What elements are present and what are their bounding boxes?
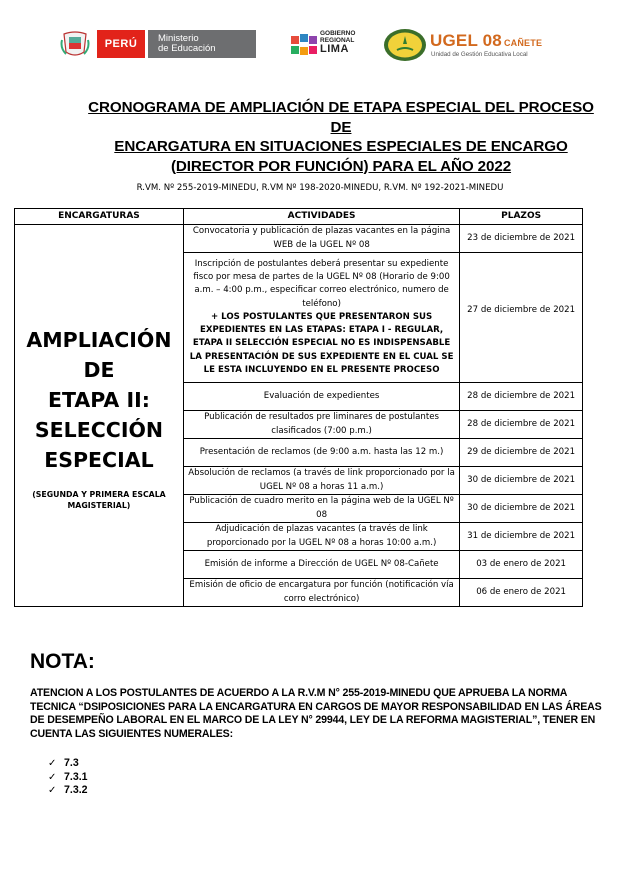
header-encargaturas: ENCARGATURAS <box>15 209 184 225</box>
checkmark-icon: ✓ <box>48 771 57 783</box>
document-title: CRONOGRAMA DE AMPLIACIÓN DE ETAPA ESPECIAL DEL PROCESO DE ENCARGATURA EN SITUACIONES ESPECIALES DE ENCARGO (DIRECTOR POR FUNCIÓN) PARA EL AÑO 2022 <box>88 99 594 175</box>
peru-coat-of-arms-icon <box>60 30 90 58</box>
table-row <box>15 225 583 253</box>
list-item: ✓ 7.3.1 <box>48 770 88 783</box>
activity-cell: Emisión de oficio de encargatura por función (notificación vía corro electrónico) <box>183 579 459 607</box>
activity-cell: Convocatoria y publicación de plazas vacantes en la página WEB de la UGEL Nº 08 <box>183 225 459 253</box>
numerales-list <box>48 757 88 798</box>
deadline-cell: 31 de diciembre de 2021 <box>460 523 583 551</box>
ugel-logo-subtitle: Unidad de Gestión Educativa Local <box>431 51 528 58</box>
activity-cell: Adjudicación de plazas vacantes (a través de link proporcionado por la UGEL Nº 08 a horas 10:00 a.m.) <box>183 523 459 551</box>
checkmark-icon: ✓ <box>48 758 57 769</box>
ugel-seal-icon <box>383 28 427 62</box>
logo-strip <box>58 24 568 68</box>
nota-heading: NOTA: <box>30 650 95 673</box>
header-plazos: PLAZOS <box>460 209 583 225</box>
encargatura-title: AMPLIACIÓN DE ETAPA II: SELECCIÓN ESPECIAL <box>26 327 172 472</box>
activity-cell: Publicación de resultados pre liminares de postulantes clasificados (7:00 p.m.) <box>183 411 459 439</box>
nota-body: ATENCION A LOS POSTULANTES DE ACUERDO A LA R.V.M N° 255-2019-MINEDU QUE APRUEBA LA NORMA TECNICA “DSIPOSICIONES PARA LA ENCARGATURA EN CARGOS DE MAYOR RESPONSABILIDAD EN LAS ÁREAS DE DESEMPEÑO LABORAL EN EL MARCO DE LA LEY N° 29944, LEY DE LA REFORMA MAGISTERIAL”, TENER EN CUENTA LAS SIGUIENTES NUMERALES: <box>30 687 602 740</box>
activity-note-bold: + LOS POSTULANTES QUE PRESENTARON SUS EXPEDIENTES EN LAS ETAPAS: ETAPA I - REGULAR, ETAPA II SELECCIÓN ESPECIAL NO ES INDISPENSABLE LA PRESENTACIÓN DE SUS EXPEDIENTE EN EL CUAL SE LE ESTA INCLUYENDO EN EL PRESENTE PROCESO <box>189 311 454 375</box>
deadline-cell: 28 de diciembre de 2021 <box>460 383 583 411</box>
gobierno-regional-lima-logo: GOBIERNO REGIONAL LIMA <box>320 30 356 55</box>
minedu-logo: Ministerio de Educación <box>148 30 256 58</box>
activity-cell: Publicación de cuadro merito en la página web de la UGEL Nº 08 <box>183 495 459 523</box>
activity-cell: Presentación de reclamos (de 9:00 a.m. hasta las 12 m.) <box>183 439 459 467</box>
deadline-cell: 28 de diciembre de 2021 <box>460 411 583 439</box>
table-header-row <box>15 209 583 225</box>
peru-logo: PERÚ <box>97 30 145 58</box>
deadline-cell: 06 de enero de 2021 <box>460 579 583 607</box>
schedule-table <box>14 208 583 607</box>
activity-cell: Absolución de reclamos (a través de link proporcionado por la UGEL Nº 08 a horas 11 a.m.) <box>183 467 459 495</box>
list-item: ✓ 7.3.2 <box>48 784 88 796</box>
gobierno-regional-lima-icon <box>291 34 317 56</box>
deadline-cell: 29 de diciembre de 2021 <box>460 439 583 467</box>
header-actividades: ACTIVIDADES <box>183 209 459 225</box>
encargatura-subtitle: (SEGUNDA Y PRIMERA ESCALA MAGISTERIAL) <box>32 489 166 510</box>
activity-cell: Emisión de informe a Dirección de UGEL Nº 08-Cañete <box>183 551 459 579</box>
deadline-cell: 30 de diciembre de 2021 <box>460 495 583 523</box>
list-item: ✓ 7.3 <box>48 757 79 769</box>
deadline-cell: 03 de enero de 2021 <box>460 551 583 579</box>
ugel-logo-name: UGEL 08 CAÑETE <box>430 31 543 50</box>
encargatura-cell <box>15 225 184 607</box>
activity-cell: Evaluación de expedientes <box>183 383 459 411</box>
deadline-cell: 23 de diciembre de 2021 <box>460 225 583 253</box>
activity-cell: Inscripción de postulantes deberá presentar su expediente fisco por mesa de partes de la UGEL Nº 08 (Horario de 9:00 a.m. – 4:00 p.m., especificar correo electrónico, numero de teléfono) + LOS POSTULANTES QUE PRESENTARON SUS EXPEDIENTES EN LAS ETAPAS: ETAPA I - REGULAR, ETAPA II SELECCIÓN ESPECIAL NO ES INDISPENSABLE LA PRESENTACIÓN DE SUS EXPEDIENTE EN EL CUAL SE LE ESTA INCLUYENDO EN EL PRESENTE PROCESO <box>183 253 459 383</box>
deadline-cell: 30 de diciembre de 2021 <box>460 467 583 495</box>
legal-references: R.VM. Nº 255-2019-MINEDU, R.VM Nº 198-2020-MINEDU, R.VM. Nº 192-2021-MINEDU <box>136 183 504 193</box>
checkmark-icon: ✓ <box>48 785 57 796</box>
deadline-cell: 27 de diciembre de 2021 <box>460 253 583 383</box>
